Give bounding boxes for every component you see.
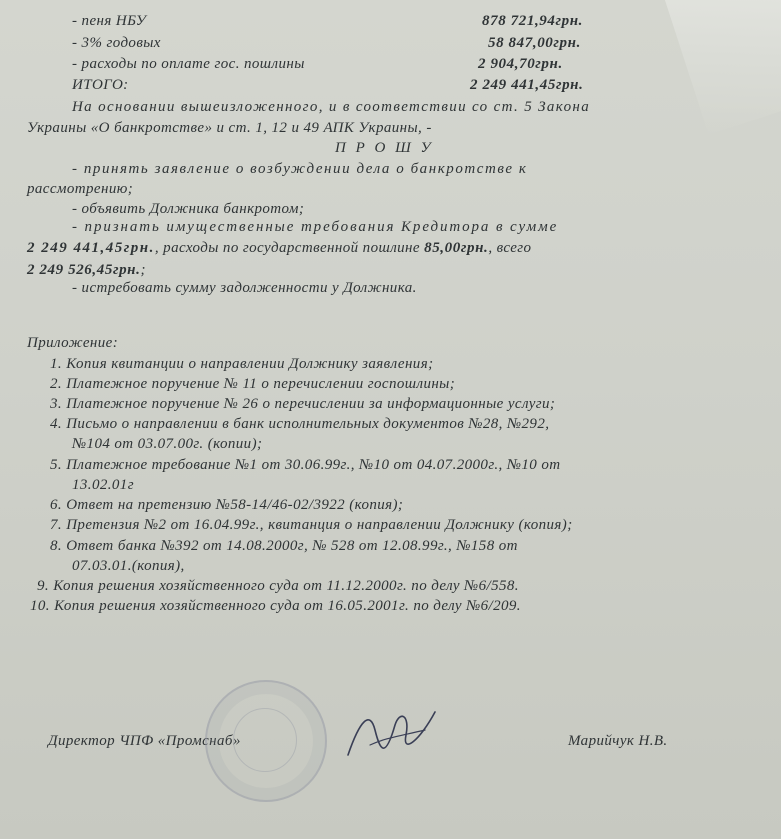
request-item: - принять заявление о возбуждении дела о банкротстве к (72, 161, 528, 177)
attachment-item: 10. Копия решения хозяйственного суда от 16.05.2001г. по делу №6/209. (30, 598, 521, 614)
signatory-name: Марийчук Н.В. (568, 733, 668, 749)
request-text: ; (140, 262, 146, 278)
grand-total: 2 249 526,45грн. (27, 262, 141, 278)
attachment-item: 2. Платежное поручение № 11 о перечислении госпошлины; (50, 376, 456, 392)
request-item: - признать имущественные требования Кредитора в сумме (72, 219, 559, 235)
attachment-item: 5. Платежное требование №1 от 30.06.99г., №10 от 04.07.2000г., №10 от (50, 457, 561, 473)
attachment-item: 3. Платежное поручение № 26 о перечислении за информационные услуги; (50, 396, 556, 412)
attachment-item-cont: 07.03.01.(копия), (72, 558, 185, 574)
request-item: рассмотрению; (27, 181, 134, 197)
duty-sum: 85,00грн. (424, 240, 489, 256)
request-text: , расходы по государственной пошлине (154, 240, 420, 256)
signatory-title: Директор ЧПФ «Промснаб» (48, 733, 241, 749)
claim-label: - 3% годовых (72, 35, 161, 51)
total-label: ИТОГО: (72, 77, 129, 93)
request-item: - объявить Должника банкротом; (72, 201, 305, 217)
attachment-item-cont: №104 от 03.07.00г. (копии); (72, 436, 263, 452)
attachment-item: 6. Ответ на претензию №58-14/46-02/3922 (копия); (50, 497, 404, 513)
claim-amount: 58 847,00грн. (488, 35, 581, 51)
basis-line: На основании вышеизложенного, и в соответствии со ст. 5 Закона (72, 99, 591, 115)
request-item: - истребовать сумму задолженности у Должника. (72, 280, 417, 296)
basis-line: Украины «О банкротстве» и ст. 1, 12 и 49 АПК Украины, - (27, 120, 432, 136)
attachment-item: 1. Копия квитанции о направлении Должнику заявления; (50, 356, 434, 372)
claim-amount: 2 904,70грн. (478, 56, 563, 72)
attachments-heading: Приложение: (27, 335, 119, 351)
claim-amount: 878 721,94грн. (482, 13, 584, 29)
claim-sum: 2 249 441,45грн. (27, 240, 155, 256)
attachment-item: 9. Копия решения хозяйственного суда от 11.12.2000г. по делу №6/558. (37, 578, 519, 594)
claim-label: - расходы по оплате гос. пошлины (72, 56, 305, 72)
request-text: , всего (488, 240, 532, 256)
request-total-line (27, 262, 146, 279)
total-amount: 2 249 441,45грн. (470, 77, 584, 93)
attachment-item: 8. Ответ банка №392 от 14.08.2000г, № 528 от 12.08.99г., №158 от (50, 538, 518, 554)
attachment-item: 4. Письмо о направлении в банк исполнительных документов №28, №292, (50, 416, 550, 432)
attachment-item-cont: 13.02.01г (72, 477, 134, 493)
request-heading: П Р О Ш У (335, 140, 434, 156)
request-amount-line (27, 240, 531, 257)
handwritten-signature (340, 700, 450, 770)
attachment-item: 7. Претензия №2 от 16.04.99г., квитанция о направлении Должнику (копия); (50, 517, 573, 533)
round-stamp (205, 680, 327, 802)
claim-label: - пеня НБУ (72, 13, 147, 29)
